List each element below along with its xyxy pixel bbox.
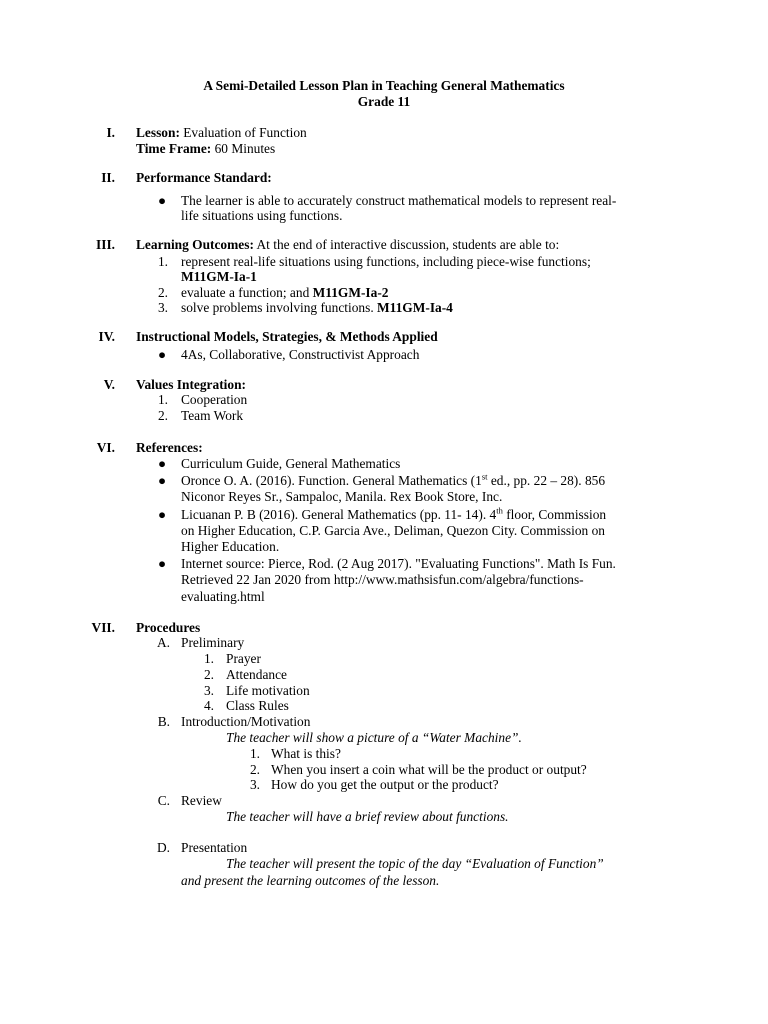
- document-grade: Grade 11: [357, 94, 411, 109]
- bullet-icon: ●: [158, 473, 167, 488]
- reference-superscript: th: [496, 505, 503, 516]
- procedure-letter: D.: [156, 840, 170, 855]
- section-heading: References:: [136, 440, 203, 455]
- competency-code: M11GM-Ia-1: [181, 269, 257, 284]
- section-number: I.: [106, 125, 115, 140]
- list-item-text: solve problems involving functions.: [181, 300, 378, 315]
- list-item: represent real-life situations using functions, including piece-wise functions;: [181, 254, 591, 269]
- competency-code: M11GM-Ia-4: [377, 300, 453, 315]
- procedure-letter: A.: [156, 635, 170, 650]
- bullet-text: The learner is able to accurately construct mathematical models to represent real-: [181, 193, 617, 208]
- reference-item: Internet source: Pierce, Rod. (2 Aug 2017). "Evaluating Functions". Math Is Fun.: [181, 556, 616, 571]
- list-number: 3.: [203, 683, 214, 698]
- reference-text: on Higher Education, C.P. Garcia Ave., Deliman, Quezon City. Commission on: [181, 523, 605, 538]
- section-heading: Performance Standard:: [136, 170, 272, 185]
- list-number: 2.: [203, 667, 214, 682]
- section-number: III.: [96, 237, 115, 252]
- reference-superscript: st: [481, 471, 488, 482]
- list-item: Attendance: [226, 667, 287, 682]
- section-intro: At the end of interactive discussion, students are able to:: [253, 237, 560, 252]
- list-item: Prayer: [226, 651, 261, 666]
- list-number: 2.: [157, 285, 168, 300]
- reference-item: [181, 473, 605, 489]
- list-item: Class Rules: [226, 698, 289, 713]
- list-item: How do you get the output or the product?: [271, 777, 499, 792]
- reference-text: floor, Commission: [502, 507, 607, 522]
- lesson-line: [136, 125, 696, 141]
- procedure-title: Presentation: [181, 840, 248, 855]
- procedure-note: and present the learning outcomes of the lesson.: [181, 873, 440, 888]
- bullet-icon: ●: [158, 347, 167, 362]
- learning-outcomes-line: [136, 237, 696, 253]
- list-number: 3.: [249, 777, 260, 792]
- time-frame-line: [136, 141, 696, 157]
- list-item: Cooperation: [181, 392, 248, 407]
- list-number: 1.: [157, 392, 168, 407]
- list-number: 2.: [249, 762, 260, 777]
- procedure-title: Preliminary: [181, 635, 245, 650]
- reference-item: [181, 507, 606, 523]
- list-number: 3.: [157, 300, 168, 315]
- reference-text: Retrieved 22 Jan 2020 from http://www.mathsisfun.com/algebra/functions-: [181, 572, 584, 587]
- bullet-icon: ●: [158, 456, 167, 471]
- procedure-letter: C.: [157, 793, 170, 808]
- procedure-title: Review: [181, 793, 222, 808]
- procedure-note: The teacher will present the topic of the day “Evaluation of Function”: [226, 856, 604, 871]
- list-number: 4.: [203, 698, 214, 713]
- procedure-title: Introduction/Motivation: [181, 714, 311, 729]
- list-item: [181, 285, 389, 301]
- list-item: Team Work: [181, 408, 244, 423]
- bullet-icon: ●: [158, 556, 167, 571]
- list-item: What is this?: [271, 746, 341, 761]
- reference-text: Licuanan P. B (2016). General Mathematics (pp. 11- 14). 4: [181, 507, 497, 522]
- bullet-text: life situations using functions.: [181, 208, 343, 223]
- list-item: [181, 300, 453, 316]
- list-number: 1.: [203, 651, 214, 666]
- lesson-value: Evaluation of Function: [179, 125, 307, 140]
- section-number: VII.: [91, 620, 115, 635]
- section-heading: Procedures: [136, 620, 201, 635]
- reference-item: Curriculum Guide, General Mathematics: [181, 456, 401, 471]
- reference-text: Niconor Reyes Sr., Sampaloc, Manila. Rex Book Store, Inc.: [181, 489, 503, 504]
- lesson-label: Lesson:: [136, 125, 180, 140]
- section-number: VI.: [96, 440, 115, 455]
- bullet-icon: ●: [158, 193, 167, 208]
- time-frame-label: Time Frame:: [136, 141, 212, 156]
- reference-text: Higher Education.: [181, 539, 280, 554]
- bullet-text: 4As, Collaborative, Constructivist Approach: [181, 347, 420, 362]
- time-frame-value: 60 Minutes: [211, 141, 276, 156]
- reference-text: ed., pp. 22 – 28). 856: [487, 473, 606, 488]
- section-heading: Learning Outcomes:: [136, 237, 254, 252]
- section-heading: Values Integration:: [136, 377, 246, 392]
- list-item: Life motivation: [226, 683, 310, 698]
- reference-text: evaluating.html: [181, 589, 265, 604]
- procedure-letter: B.: [157, 714, 170, 729]
- list-number: 1.: [249, 746, 260, 761]
- list-item-text: evaluate a function; and: [181, 285, 313, 300]
- competency-code: M11GM-Ia-2: [312, 285, 389, 300]
- section-number: II.: [101, 170, 115, 185]
- document-title: A Semi-Detailed Lesson Plan in Teaching General Mathematics: [203, 78, 565, 93]
- reference-text: Oronce O. A. (2016). Function. General Mathematics (1: [181, 473, 482, 488]
- section-number: V.: [103, 377, 115, 392]
- procedure-note: The teacher will have a brief review about functions.: [226, 809, 509, 824]
- procedure-note: The teacher will show a picture of a “Water Machine”.: [226, 730, 522, 745]
- list-number: 1.: [157, 254, 168, 269]
- section-number: IV.: [98, 329, 115, 344]
- list-number: 2.: [157, 408, 168, 423]
- section-heading: Instructional Models, Strategies, & Methods Applied: [136, 329, 438, 344]
- bullet-icon: ●: [158, 507, 167, 522]
- list-item: When you insert a coin what will be the product or output?: [271, 762, 587, 777]
